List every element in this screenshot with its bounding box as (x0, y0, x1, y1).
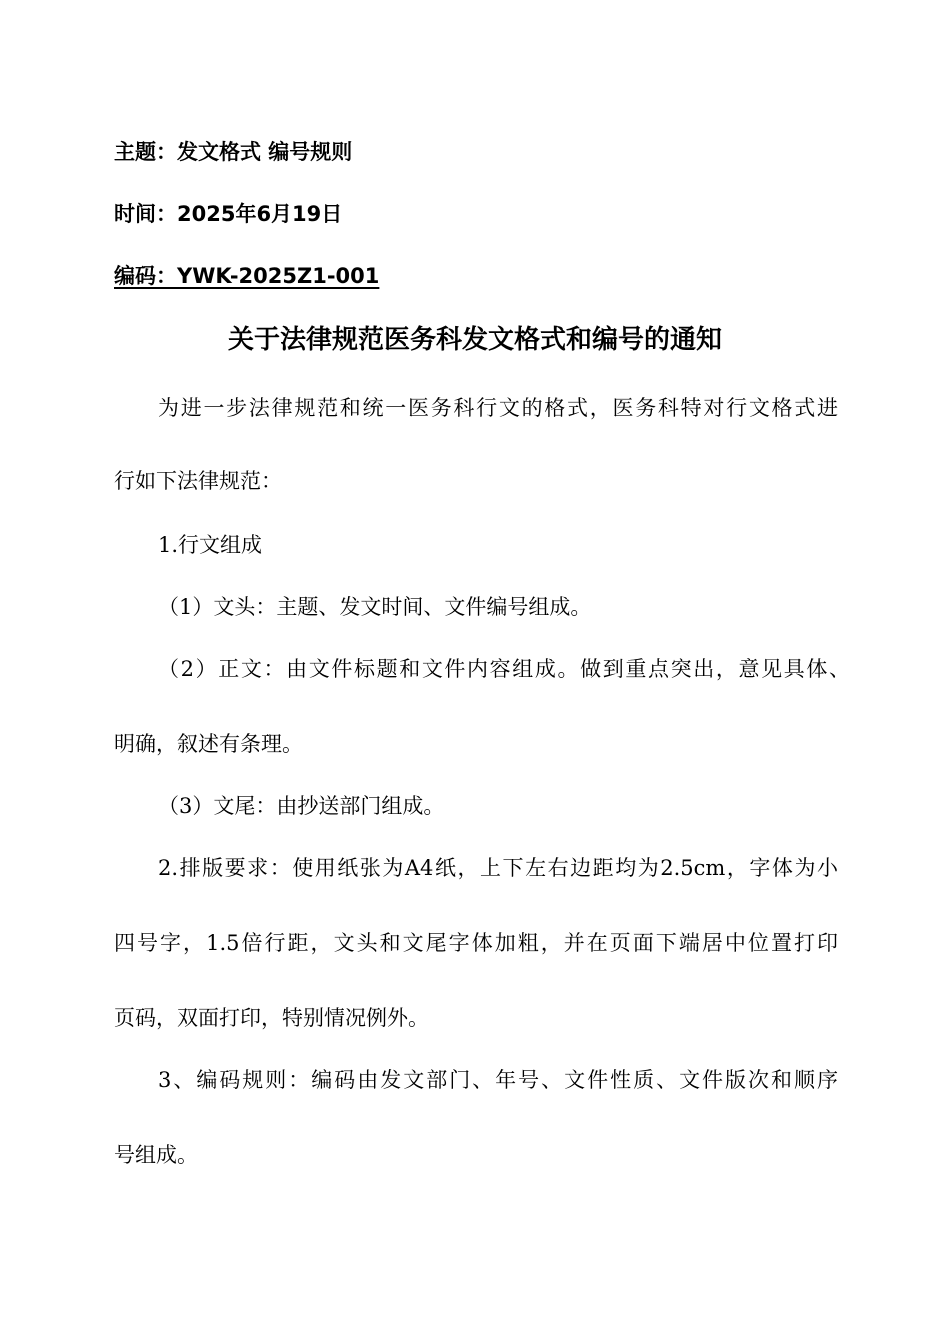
header-code: 编码：YWK-2025Z1-001 (114, 264, 380, 288)
section-2-line-1: 2.排版要求：使用纸张为A4纸，上下左右边距均为2.5cm，字体为小 (158, 856, 838, 880)
section-1-item-1: （1）文头：主题、发文时间、文件编号组成。 (158, 595, 592, 619)
intro-line-1: 为进一步法律规范和统一医务科行文的格式，医务科特对行文格式进 (158, 396, 838, 420)
intro-line-2: 行如下法律规范： (114, 469, 282, 493)
section-3-line-2: 号组成。 (114, 1143, 198, 1167)
header-subject: 主题：发文格式 编号规则 (114, 140, 353, 164)
section-1-item-2-line-1: （2）正文：由文件标题和文件内容组成。做到重点突出，意见具体、 (158, 657, 850, 681)
section-2-line-2: 四号字，1.5倍行距，文头和文尾字体加粗，并在页面下端居中位置打印 (114, 931, 838, 955)
section-1-heading: 1.行文组成 (158, 533, 263, 557)
section-1-item-3: （3）文尾：由抄送部门组成。 (158, 794, 445, 818)
section-2-line-3: 页码，双面打印，特别情况例外。 (114, 1006, 429, 1030)
section-1-item-2-line-2: 明确，叙述有条理。 (114, 732, 303, 756)
document-title: 关于法律规范医务科发文格式和编号的通知 (227, 325, 722, 355)
header-time: 时间：2025年6月19日 (114, 202, 343, 226)
section-3-line-1: 3、编码规则：编码由发文部门、年号、文件性质、文件版次和顺序 (158, 1068, 838, 1092)
